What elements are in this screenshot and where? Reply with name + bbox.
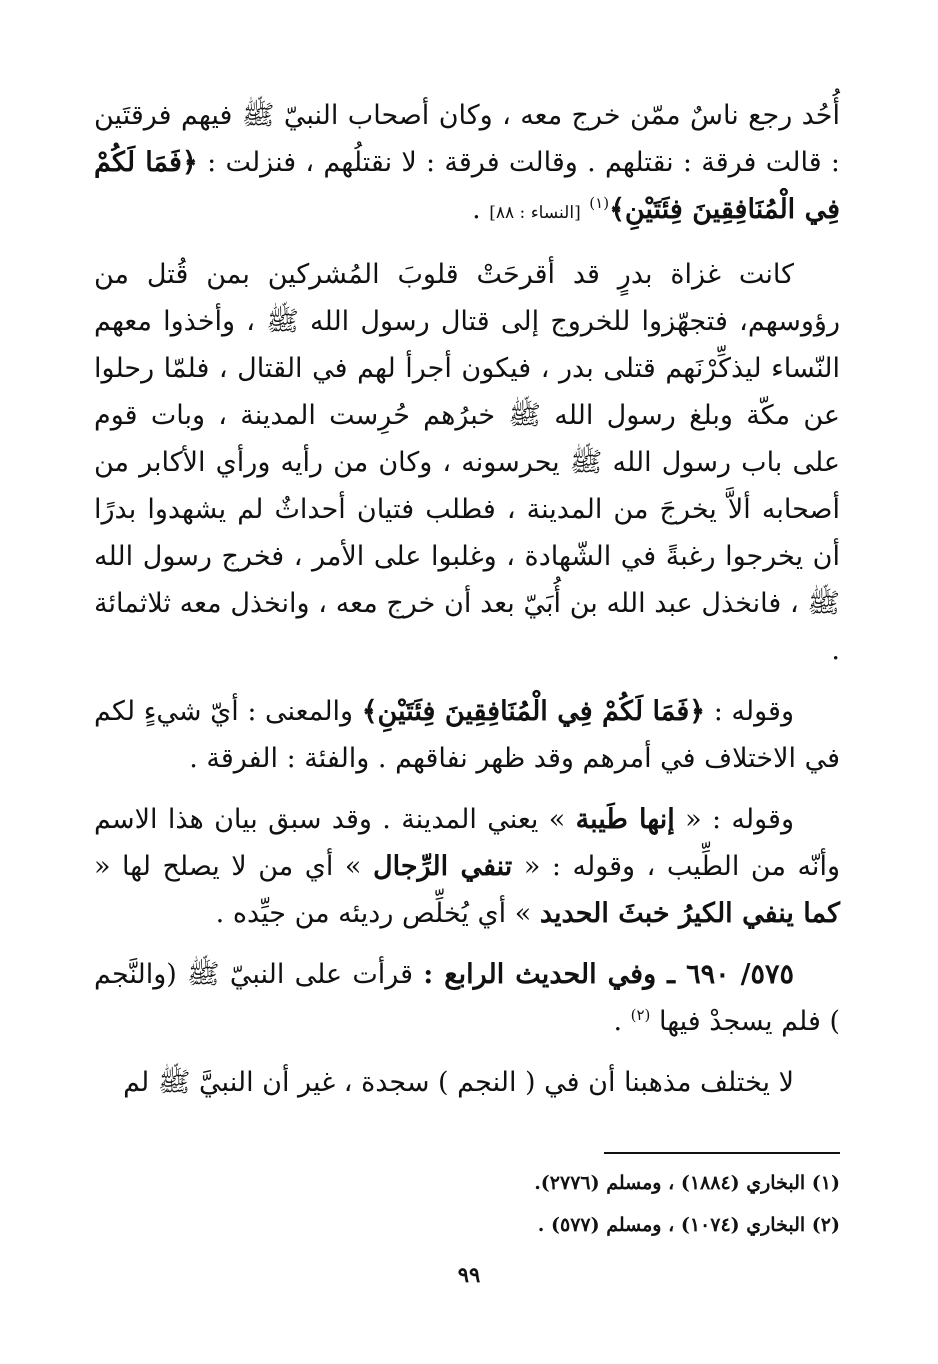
paragraph-3-text-b: والمعنى : أيّ شيءٍ لكم في الاختلاف في أمرهم وقد ظهر نفاقهم . والفئة : الفرقة . [94,696,840,774]
hadith-phrase-2: تنفي الرِّجال [372,851,513,882]
paragraph-4-text-b: » يعني المدينة . وقد سبق بيان هذا الاسم وأنّه من الطِّيب ، وقوله : « [94,804,840,882]
hadith-heading: ٥٧٥/ ٦٩٠ ـ وفي الحديث الرابع : [423,959,794,990]
page-number: ٩٩ [457,1262,481,1287]
paragraph-4-text-c: » أي من لا يصلح لها « [94,851,373,882]
quran-verse: ﴿فَمَا لَكُمْ فِي الْمُنَافِقِينَ فِئَتَيْنِ﴾ [94,147,840,225]
paragraph-2: كانت غزاة بدرٍ قد أقرحَتْ قلوبَ المُشركين بمن قُتل من رؤوسهم، فتجهّزوا للخروج إلى قتال رسول الله ﷺ ، وأخذوا معهم النّساء ليذكِّرْنَهم قتلى بدر ، فيكون أجرأ لهم في القتال ، فلمّا رحلوا عن مكّة وبلغ رسول الله ﷺ خبرُهم حُرِست المدينة ، وبات قوم على باب رسول الله ﷺ يحرسونه ، وكان من رأيه ورأي الأكابر من أصحابه ألاَّ يخرجَ من المدينة ، فطلب فتيان أحداثٌ لم يشهدوا بدرًا أن يخرجوا رغبةً في الشّهادة ، وغلبوا على الأمر ، فخرج رسول الله ﷺ ، فانخذل عبد الله بن أُبَيّ بعد أن خرج معه ، وانخذل معه ثلاثمائة . [94,259,840,666]
paragraph-5-end: . [613,1006,631,1037]
paragraph-4-text-d: » أي يُخلِّص رديئه من جيِّده . [215,898,540,929]
paragraph-4-text-a: وقوله : « [674,804,794,835]
hadith-phrase-1: إنها طَيبة [575,804,675,835]
paragraph-1-text: أُحُد رجع ناسٌ ممّن خرج معه ، وكان أصحاب النبيّ ﷺ فيهم فرقتَين : قالت فرقة : نقتلهم . وقالت فرقة : لا نقتلُهم ، فنزلت : [94,100,840,178]
footnote-marker-1[interactable]: (١) [589,194,610,212]
footnotes [94,1162,840,1246]
quran-verse-repeat: ﴿فَمَا لَكُمْ فِي الْمُنَافِقِينَ فِئَتَيْنِ﴾ [361,696,706,727]
paragraph-1 [94,92,840,237]
paragraph-4 [94,796,840,937]
paragraph-6: لا يختلف مذهبنا أن في ( النجم ) سجدة ، غير أن النبيَّ ﷺ لم [123,1067,794,1098]
paragraph-5-text: قرأت على النبيّ ﷺ (والنَّجم ) فلم يسجدْ فيها [94,959,840,1037]
footnote-marker-2[interactable]: (٢) [630,1006,651,1024]
footnote-1: (١) البخاري (١٨٨٤) ، ومسلم (٢٧٧٦). [534,1172,840,1194]
quran-reference: [النساء : ٨٨] [489,203,581,223]
paragraph-1-end: . [472,194,490,225]
paragraph-3 [94,688,840,782]
footnote-2: (٢) البخاري (١٠٧٤) ، ومسلم (٥٧٧) . [537,1214,840,1236]
paragraph-5 [94,951,840,1045]
paragraph-3-text-a: وقوله : [705,696,794,727]
main-text-block [94,92,840,1106]
footnote-divider [604,1152,840,1154]
hadith-phrase-3: كما ينفي الكيرُ خبثَ الحديد [539,898,840,929]
